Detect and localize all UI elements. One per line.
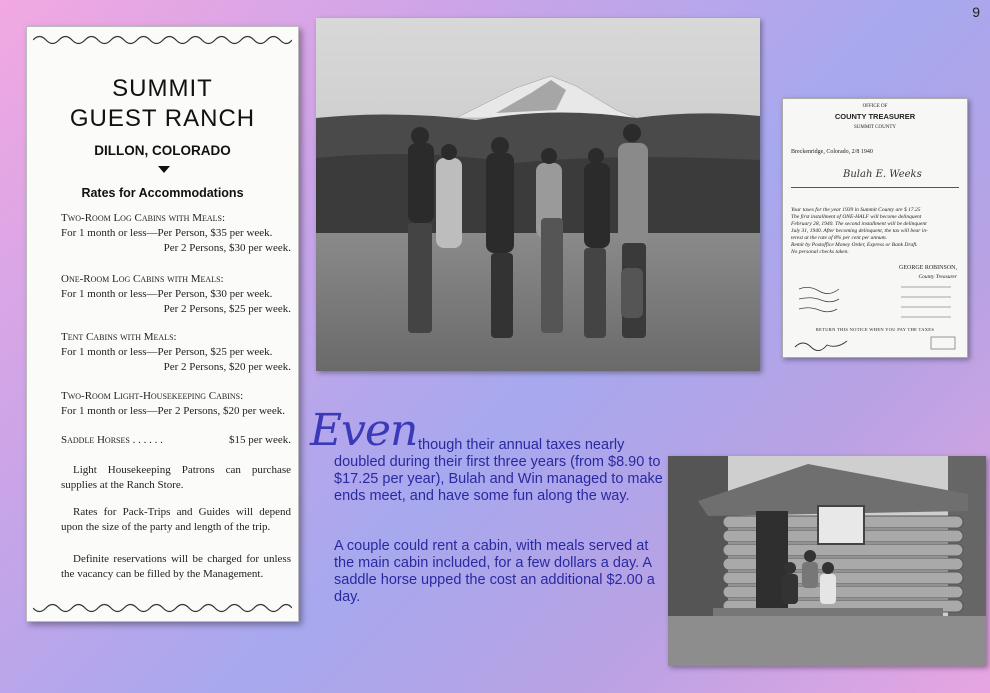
saddle-horse-price: $15 per week. [228, 434, 291, 446]
tax-notice-handwriting [791, 281, 961, 325]
rate-line: For 1 month or less—Per Person, $35 per week. [61, 227, 273, 239]
ranch-title-line1: SUMMIT [112, 75, 213, 102]
tax-notice-county: SUMMIT COUNTY [854, 125, 896, 130]
ranch-title-line2: GUEST RANCH [69, 105, 256, 132]
rate-section-heading: One-Room Log Cabins with Meals: [61, 273, 224, 285]
rate-line: For 1 month or less—Per 2 Persons, $20 per week. [61, 405, 285, 417]
caption-paragraph-2: A couple could rent a cabin, with meals served at the main cabin included, for a few dollars a day. A saddle horse upped the cost an additional $2.00 a day. [334, 538, 655, 605]
tax-notice-treasurer-title: County Treasurer [918, 274, 957, 280]
caption-drop-word: Even [310, 405, 418, 456]
rate-section [61, 272, 291, 317]
group-photo [316, 18, 760, 371]
tax-notice-title: COUNTY TREASURER [834, 112, 916, 121]
rates-heading: Rates for Accommodations [81, 186, 244, 200]
tax-notice-document [782, 98, 968, 358]
tax-notice-line: July 31, 1940. After becoming delinquent, the tax will bear in- [791, 228, 928, 234]
decorative-wave-border-top [33, 33, 292, 47]
rate-section [61, 389, 291, 419]
ranch-location: DILLON, COLORADO [94, 143, 231, 158]
cabin-photo-image [668, 456, 986, 666]
tax-notice-signature: Bulah E. Weeks [843, 169, 922, 180]
rate-section-heading: Two-Room Log Cabins with Meals: [61, 212, 226, 224]
rate-note: Definite reservations will be charged for unless the vacancy can be filled by the Management. [61, 553, 291, 580]
tax-notice-line: No personal checks taken. [791, 249, 849, 255]
tax-notice-line: terest at the rate of 8% per cent per annum. [791, 235, 888, 241]
group-photo-image [316, 18, 760, 371]
rate-line: Per 2 Persons, $25 per week. [163, 303, 291, 315]
rate-section-heading: Two-Room Light-Housekeeping Cabins: [61, 390, 244, 402]
rate-note: Light Housekeeping Patrons can purchase supplies at the Ranch Store. [61, 464, 291, 491]
triangle-ornament-icon [158, 166, 170, 173]
caption-first-line: though their annual taxes nearly [418, 437, 625, 453]
rate-line: For 1 month or less—Per Person, $25 per week. [61, 346, 273, 358]
rate-section-heading: Tent Cabins with Meals: [61, 331, 177, 343]
tax-notice-place-date: Breckenridge, Colorado, 2/8 1940 [791, 149, 873, 155]
rate-line: For 1 month or less—Per Person, $30 per week. [61, 288, 273, 300]
tax-notice-line: Your taxes for the year 1939 in Summit County are $ 17.25 [791, 207, 921, 213]
saddle-horse-label: Saddle Horses . . . . . . [61, 434, 163, 446]
cabin-photo [668, 456, 986, 666]
rate-note: Rates for Pack-Trips and Guides will depend upon the size of the party and length of the trip. [61, 506, 291, 533]
rate-section [61, 330, 291, 375]
tax-notice-line: February 28, 1940. The second installment will be delinquent [791, 221, 927, 227]
page-number: 9 [972, 4, 980, 20]
tax-notice-footer: RETURN THIS NOTICE WHEN YOU PAY THE TAXES [815, 327, 935, 332]
saddle-horse-rate [61, 433, 291, 448]
tax-notice-treasurer: GEORGE ROBINSON, [898, 265, 957, 271]
tax-notice-line: Remit by Postoffice Money Order, Express or Bank Draft. [791, 242, 918, 248]
rate-line: Per 2 Persons, $20 per week. [163, 361, 291, 373]
tax-notice-line: The first installment of ONE-HALF will become delinquent [791, 214, 922, 220]
caption-paragraph-1: doubled during their first three years (from $8.90 to $17.25 per year), Bulah and Win managed to make ends meet, and have some fun along the way. [334, 454, 663, 504]
tax-notice-office: OFFICE OF [862, 104, 888, 109]
decorative-wave-border-bottom [33, 601, 292, 615]
tax-notice-paid-stamp [791, 335, 961, 353]
rate-card [26, 26, 299, 622]
rate-line: Per 2 Persons, $30 per week. [163, 242, 291, 254]
rate-section [61, 211, 291, 256]
